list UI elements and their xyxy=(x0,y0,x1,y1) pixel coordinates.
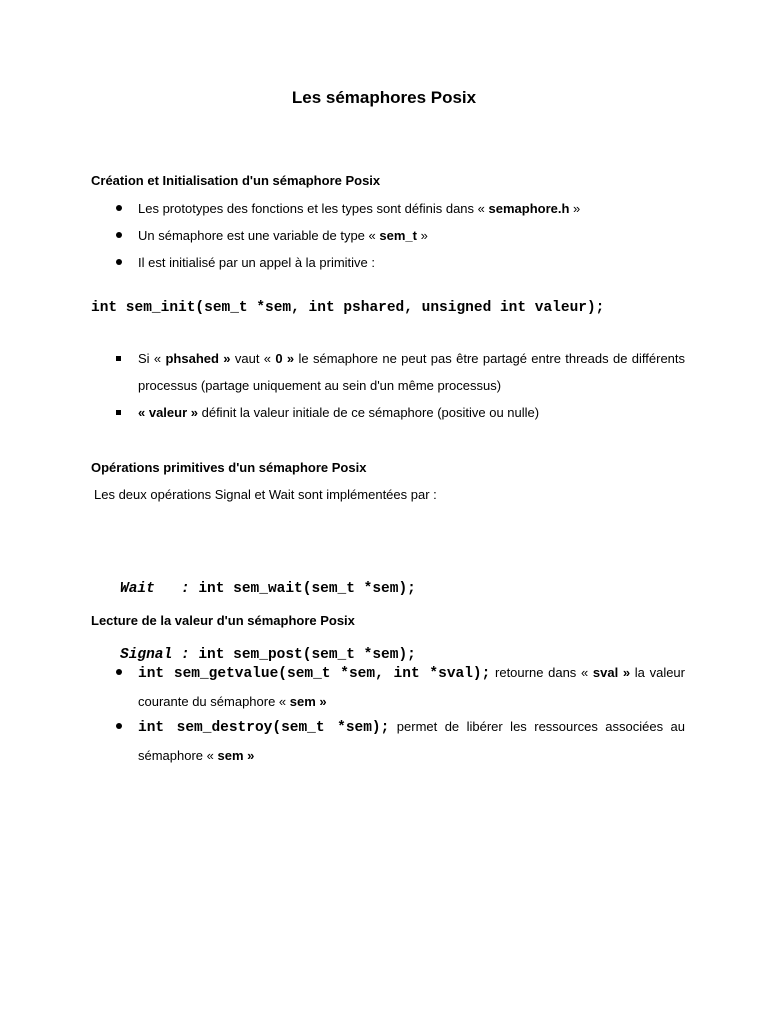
list-item xyxy=(115,713,685,769)
sub-list-item xyxy=(115,399,685,426)
op-signal: Signal : int sem_post(sem_t *sem); xyxy=(120,647,416,663)
list-item-text: Si « phsahed » vaut « 0 » le sémaphore ne peut pas être partagé entre threads de différents processus (partage uniquement au sein d'un même processus) xyxy=(138,351,686,393)
list-item xyxy=(115,222,685,249)
section-heading-creation: Création et Initialisation d'un sémaphore Posix xyxy=(91,173,381,188)
list-item xyxy=(115,249,685,276)
list-item xyxy=(115,195,685,222)
list-item xyxy=(115,659,685,715)
section-intro: Les deux opérations Signal et Wait sont implémentées par : xyxy=(94,487,437,502)
code-sem-init: int sem_init(sem_t *sem, int pshared, unsigned int valeur); xyxy=(91,300,605,316)
list-item-text: int sem_getvalue(sem_t *sem, int *sval); retourne dans « sval » la valeur courante du sémaphore « sem » xyxy=(138,665,685,709)
page-title: Les sémaphores Posix xyxy=(291,88,477,107)
list-item-text: Les prototypes des fonctions et les types sont définis dans « semaphore.h » xyxy=(138,201,581,216)
op-wait: Wait : int sem_wait(sem_t *sem); xyxy=(120,581,416,597)
list-item-text: Un sémaphore est une variable de type « sem_t » xyxy=(138,228,428,243)
section-heading-operations: Opérations primitives d'un sémaphore Posix xyxy=(91,460,367,475)
list-item-text: « valeur » définit la valeur initiale de ce sémaphore (positive ou nulle) xyxy=(138,405,540,420)
list-item-text: int sem_destroy(sem_t *sem); permet de libérer les ressources associées au sémaphore « sem » xyxy=(138,719,686,763)
section-heading-lecture: Lecture de la valeur d'un sémaphore Posix xyxy=(91,613,355,628)
sub-list-item xyxy=(115,345,685,399)
list-item-text: Il est initialisé par un appel à la primitive : xyxy=(138,255,376,270)
